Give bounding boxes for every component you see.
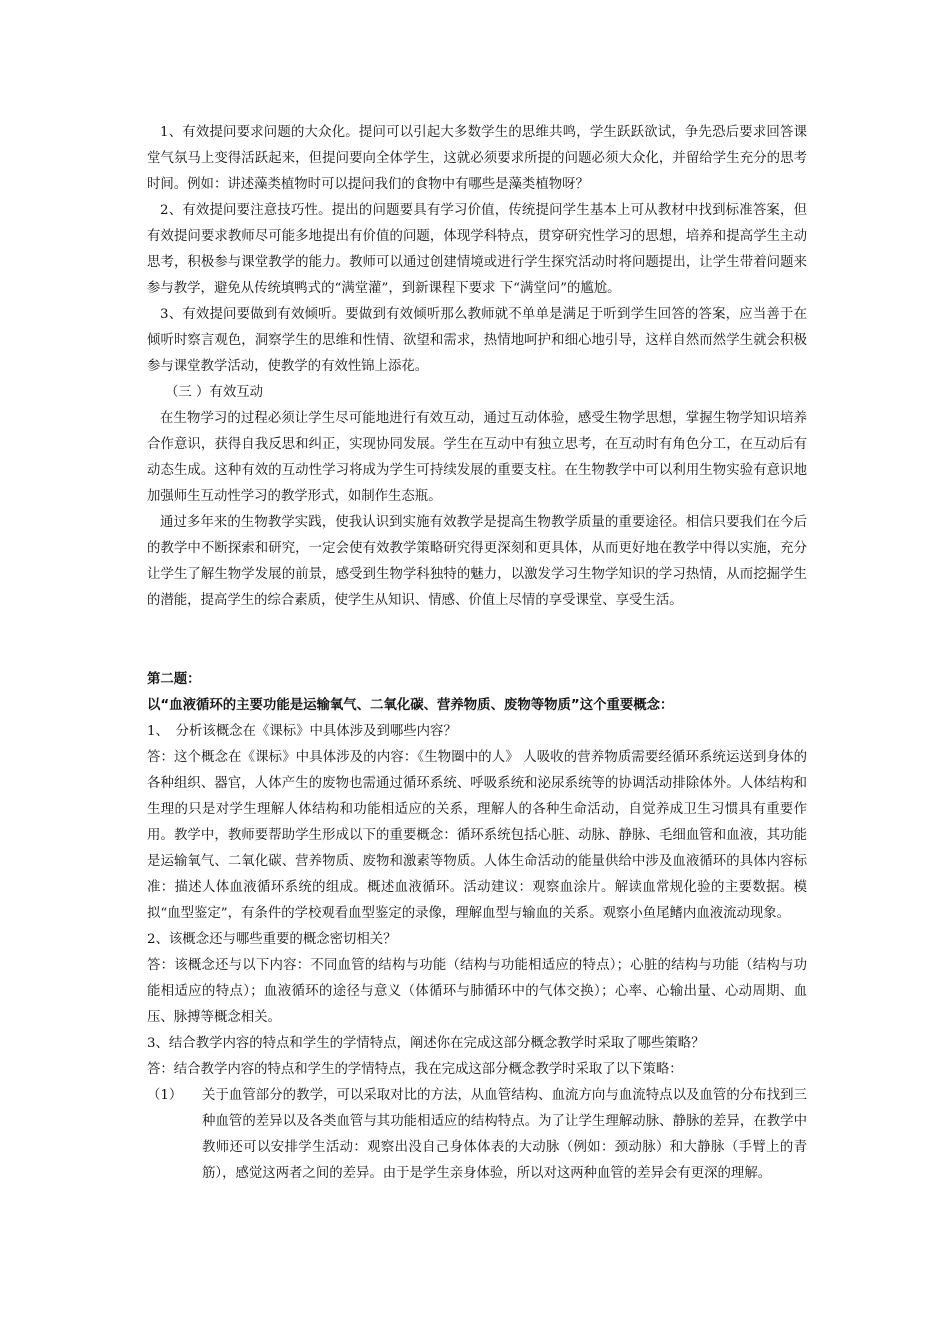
- answer-3-intro: 答：结合教学内容的特点和学生的学情特点，我在完成这部分概念教学时采取了以下策略：: [147, 1062, 683, 1077]
- strategy-text: 关于血管部分的教学，可以采取对比的方法，从血管结构、血流方向与血流特点以及血管的分布找到三种血管的差异以及各类血管与其功能相适应的结构特点。为了让学生理解动脉、静脉的差异，在教学中教师还可以安排学生活动：观察出没自己身体体表的大动脉（例如：颈动脉）和大静脉（手臂上的青筋），感觉这两者之间的差异。由于是学生亲身体验，所以对这两种血管的差异会有更深的理解。: [202, 1088, 807, 1181]
- sub-question-3: 3、结合教学内容的特点和学生的学情特点，阐述你在完成这部分概念教学时采取了哪些策略？: [147, 1036, 705, 1051]
- question-topic: 以“血液循环的主要功能是运输氧气、二氧化碳、营养物质、废物等物质”这个重要概念：: [147, 698, 674, 713]
- paragraph-effective-questioning-1: 1、有效提问要求问题的大众化。提问可以引起大多数学生的思维共鸣，学生跃跃欲试，争先恐后要求回答课堂气氛马上变得活跃起来，但提问要向全体学生，这就必须要求所提的问题必须大众化，并留给学生充分的思考时间。例如：讲述藻类植物时可以提问我们的食物中有哪些是藻类植物呀？: [147, 125, 807, 192]
- strategy-item-1: [147, 1083, 807, 1187]
- subheading-effective-interaction: （三 ）有效互动: [165, 385, 263, 400]
- answer-2: 答：该概念还与以下内容：不同血管的结构与功能（结构与功能相适应的特点）；心脏的结构与功能（结构与功能相适应的特点）；血液循环的途径与意义（体循环与肺循环中的气体交换）；心率、心输出量、心动周期、血压、脉搏等概念相关。: [147, 958, 807, 1025]
- paragraph-effective-interaction: 在生物学习的过程必须让学生尽可能地进行有效互动，通过互动体验，感受生物学思想，掌握生物学知识培养合作意识，获得自我反思和纠正，实现协同发展。学生在互动中有独立思考，在互动时有角色分工，在互动后有动态生成。这种有效的互动性学习将成为学生可持续发展的重要支柱。在生物教学中可以利用生物实验有意识地加强师生互动性学习的教学形式，如制作生态瓶。: [147, 411, 807, 504]
- paragraph-effective-questioning-3: 3、有效提问要做到有效倾听。要做到有效倾听那么教师就不单单是满足于听到学生回答的答案，应当善于在倾听时察言观色，洞察学生的思维和性情、欲望和需求，热情地呵护和细心地引导，这样自然而然学生就会积极参与课堂教学活动，使教学的有效性锦上添花。: [147, 307, 807, 374]
- document-page: [147, 120, 807, 1187]
- sub-question-1: 1、 分析该概念在《课标》中具体涉及到哪些内容？: [147, 724, 457, 739]
- answer-1: 答：这个概念在《课标》中具体涉及的内容：《生物圈中的人》 人吸收的营养物质需要经循环系统运送到身体的各种组织、器官，人体产生的废物也需通过循环系统、呼吸系统和泌尿系统等的协调活动排除体外。人体结构和生理的只是对学生理解人体结构和功能相适应的关系，理解人的各种生命活动，自觉养成卫生习惯具有重要作用。教学中，教师要帮助学生形成以下的重要概念：循环系统包括心脏、动脉、静脉、毛细血管和血液，其功能是运输氧气、二氧化碳、营养物质、废物和激素等物质。人体生命活动的能量供给中涉及血液循环的具体内容标准：描述人体血液循环系统的组成。概述血液循环。活动建议：观察血涂片。解读血常规化验的主要数据。模拟“血型鉴定”，有条件的学校观看血型鉴定的录像，理解血型与输血的关系。观察小鱼尾鳍内血液流动现象。: [147, 750, 807, 921]
- strategy-number: （1）: [147, 1088, 183, 1103]
- paragraph-conclusion: 通过多年来的生物教学实践，使我认识到实施有效教学是提高生物教学质量的重要途径。相信只要我们在今后的教学中不断探索和研究，一定会使有效教学策略研究得更深刻和更具体，从而更好地在教学中得以实施，充分让学生了解生物学发展的前景，感受到生物学科独特的魅力，以激发学习生物学知识的学习热情，从而挖掘学生的潜能，提高学生的综合素质，使学生从知识、情感、价值上尽情的享受课堂、享受生活。: [147, 515, 807, 608]
- sub-question-2: 2、该概念还与哪些重要的概念密切相关？: [147, 932, 397, 947]
- paragraph-effective-questioning-2: 2、有效提问要注意技巧性。提出的问题要具有学习价值，传统提问学生基本上可从教材中找到标准答案，但有效提问要求教师尽可能多地提出有价值的问题，体现学科特点，贯穿研究性学习的思想，培养和提高学生主动思考，积极参与课堂教学的能力。教师可以通过创建情境或进行学生探究活动时将问题提出，让学生带着问题来参与教学，避免从传统填鸭式的“满堂灌”，到新课程下要求 下“满堂问”的尴尬。: [147, 203, 807, 296]
- question-title: 第二题：: [147, 672, 201, 687]
- section-gap: [147, 614, 807, 667]
